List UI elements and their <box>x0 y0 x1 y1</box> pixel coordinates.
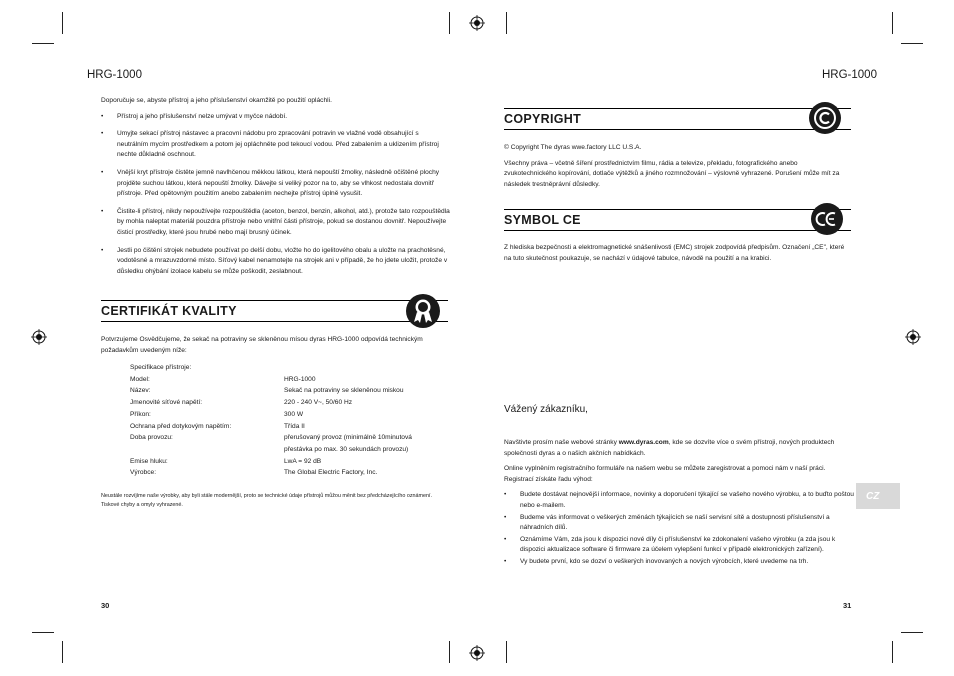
online-text: Online vyplněním registračního formuláře na našem webu se můžete zaregistrovat a pomoci nám v naší práci. Registrací získáte řadu výhod: <box>504 465 826 483</box>
table-row <box>130 385 434 397</box>
website-link[interactable]: www.dyras.com <box>618 439 669 446</box>
language-tab: CZ <box>856 483 900 509</box>
specification-table <box>130 362 434 479</box>
benefit-bullet: • Vy budete první, kdo se dozví o veškerých inovovaných a nových výrobcích, které uvedeme na trh. <box>504 557 854 568</box>
crop-mark <box>32 43 54 44</box>
spec-heading: Specifikace přístroje: <box>130 364 192 371</box>
spec-value: Sekač na potraviny se skleněnou miskou <box>284 387 404 395</box>
copyright-title: COPYRIGHT <box>504 112 582 126</box>
table-row <box>130 421 434 433</box>
registration-mark-icon <box>469 15 485 31</box>
benefit-bullet: • Oznámíme Vám, zda jsou k dispozici nové díly či příslušenství ke zdokonalení vašeho výrobku (a zda jsou k dispozici aktualizace software či firmware za účelem vylepšení funkcí v případě elektronických zařízení). <box>504 535 854 556</box>
visit-text <box>504 438 854 459</box>
crop-mark <box>901 43 923 44</box>
crop-mark <box>506 641 507 663</box>
spec-value: 220 - 240 V~, 50/60 Hz <box>284 399 352 407</box>
left-page-header: HRG-1000 <box>87 69 142 81</box>
cleaning-bullet: • Jestli po čištění strojek nebudete používat po delší dobu, vložte ho do igelitového obalu a uložte na prachotěsné, vodotěsné a mrazuvzdorné místo. Síťový kabel nenamotejte na strojek ani v případě, že ho jdete uložit, protože v důsledku ohýbání izolace kabelu se může poškodit, zeslabnout. <box>101 246 451 278</box>
table-row <box>130 432 434 455</box>
copyright-heading <box>504 108 851 130</box>
visit-text-pre: Navštivte prosím naše webové stránky <box>504 439 619 446</box>
quality-medal-icon <box>405 293 441 329</box>
spec-value: Třída II <box>284 422 305 430</box>
registration-section <box>504 438 854 569</box>
right-page-header: HRG-1000 <box>822 69 877 81</box>
copyright-section <box>504 143 850 190</box>
crop-mark <box>62 641 63 663</box>
registration-mark-icon <box>905 329 921 345</box>
cleaning-bullet: • Čistite-li přístroj, nikdy nepoužívejte rozpouštědla (aceton, benzol, benzin, alkohol, atd.), protože tato rozpouštědla by mohla naleptat materiál pouzdra přístroje nebo vnitřní části přístroje, pokud se dostanou dovnitř. Nepoužívejte čisticí prostředky, které jsou hrubé nebo mají brusný účinek. <box>101 207 451 239</box>
copyright-text: Všechny práva – včetně šíření prostřednictvím filmu, rádia a televize, překladu, fotografického anebo zvukotechnického kopírování, dotlače výtěžků a jiného rozmnožování – výslovně vyhrazené. Porušení může mít za následek trestněprávní důsledky. <box>504 159 840 188</box>
table-row <box>130 467 434 479</box>
ce-mark-icon <box>810 202 844 236</box>
crop-mark <box>449 12 450 34</box>
spec-key: Ochrana před dotykovým napětím: <box>130 422 232 430</box>
benefit-bullet: • Budeme vás informovat o veškerých změnách týkajících se naší servisní sítě a dostupnosti příslušenství a náhradních dílů. <box>504 513 854 534</box>
spec-value: přerušovaný provoz (minimálně 10minutová přestávka po max. 30 sekundách provozu) <box>284 434 412 453</box>
spec-value: HRG-1000 <box>284 375 316 383</box>
crop-mark <box>901 632 923 633</box>
ce-text: Z hlediska bezpečnosti a elektromagnetické snášenlivosti (EMC) strojek zodpovídá předpisům. Označení „CE", které na tuto skutečnost poukazuje, se nachází v údajové tabulce, návodě na použití a na krabici. <box>504 244 845 262</box>
greeting: Vážený zákazníku, <box>504 404 588 415</box>
cleaning-section <box>101 96 451 284</box>
spec-key: Příkon: <box>130 410 151 418</box>
copyright-icon <box>808 101 842 135</box>
spec-key: Výrobce: <box>130 469 157 477</box>
registration-mark-icon <box>469 645 485 661</box>
registration-mark-icon <box>31 329 47 345</box>
spec-key: Emise hluku: <box>130 457 168 465</box>
ce-heading <box>504 209 851 231</box>
certificate-heading <box>101 300 448 322</box>
table-row <box>130 409 434 421</box>
certificate-title: CERTIFIKÁT KVALITY <box>101 304 237 318</box>
table-row <box>130 374 434 386</box>
spec-value: 300 W <box>284 410 304 418</box>
table-row <box>130 456 434 468</box>
visit-text-post: , kde se dozvíte více o svém přístroji, nových produktech společnosti dyras a o našich akčních nabídkách. <box>504 439 835 457</box>
spec-key: Název: <box>130 387 151 395</box>
spec-value: The Global Electric Factory, Inc. <box>284 469 378 477</box>
spec-key: Jmenovité síťové napětí: <box>130 399 203 407</box>
crop-mark <box>892 641 893 663</box>
spec-key: Model: <box>130 375 150 383</box>
cleaning-bullet: • Přístroj a jeho příslušenství nelze umývat v myčce nádobí. <box>101 112 451 123</box>
cleaning-intro: Doporučuje se, abyste přístroj a jeho příslušenství okamžitě po použití opláchli. <box>101 97 332 104</box>
crop-mark <box>32 632 54 633</box>
spec-rows <box>130 374 434 479</box>
footnote: Neustále rozvíjíme naše výrobky, aby byli stále modernější, proto se technické údaje přístrojů můžou měnit bez předcházejícího oznámení. Tiskové chyby a omyly vyhrazené. <box>101 493 432 508</box>
copyright-line: © Copyright The dyras wwe.factory LLC U.S.A. <box>504 144 642 151</box>
crop-mark <box>449 641 450 663</box>
crop-mark <box>892 12 893 34</box>
crop-mark <box>506 12 507 34</box>
certificate-text: Potvrzujeme Osvědčujeme, že sekač na potraviny se skleněnou mísou dyras HRG-1000 odpovídá technickým požadavkům uvedeným níže: <box>101 336 423 354</box>
spec-value: LwA = 92 dB <box>284 457 322 465</box>
table-row <box>130 397 434 409</box>
ce-title: SYMBOL CE <box>504 213 581 227</box>
crop-mark <box>62 12 63 34</box>
cleaning-bullet: • Vnější kryt přístroje čistěte jemně navlhčenou měkkou látkou, která nepouští žmolky, následně očištěné plochy projděte suchou látkou, která nepouští žmolky. Dávejte si veliký pozor na to, aby se vlhkost nedostala dovnitř přístroje. Před opětovným použitím anebo zabalením nechejte přístroj úplně vysušit. <box>101 168 451 200</box>
spec-key: Doba provozu: <box>130 434 173 442</box>
page-number-right: 31 <box>843 601 852 610</box>
cleaning-bullet: • Umyjte sekací přístroj nástavec a pracovní nádobu pro zpracování potravin ve vlažné vodě obsahující s neutrálním mycím prostředkem a potom jej opláchněte pod tekoucí vodou. Před zabalením a uklizením přístroj nechte důkladně oschnout. <box>101 129 451 161</box>
page-number-left: 30 <box>101 601 110 610</box>
benefit-bullet: • Budete dostávat nejnovější informace, novinky a doporučení týkající se vašeho nového výrobku, a to buďto poštou nebo e-mailem. <box>504 490 854 511</box>
